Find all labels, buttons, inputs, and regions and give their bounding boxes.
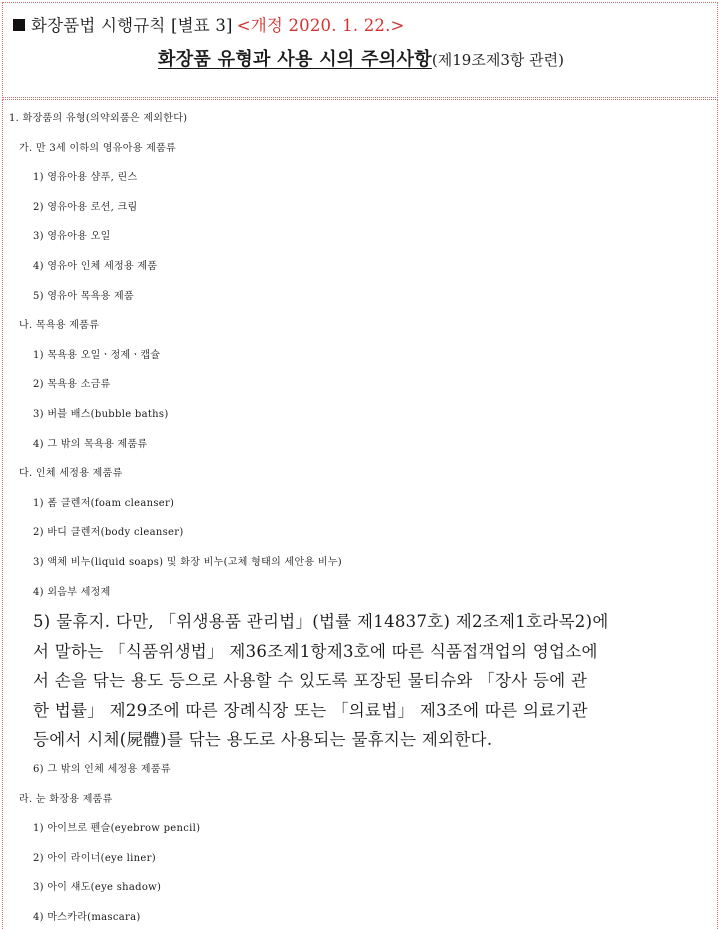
header-title-line bbox=[3, 45, 719, 71]
list-item: 5) 영유아 목욕용 제품 bbox=[33, 290, 134, 302]
wet-wipe-paragraph bbox=[3, 607, 715, 755]
list-item: 2) 아이 라이너(eye liner) bbox=[33, 852, 156, 864]
list-item: 3) 버블 배스(bubble baths) bbox=[33, 408, 169, 420]
black-square-icon bbox=[13, 19, 25, 31]
list-item: 4) 마스카라(mascara) bbox=[33, 912, 141, 924]
category-heading: 라. 눈 화장용 제품류 bbox=[19, 793, 113, 805]
category-heading: 다. 인체 세정용 제품류 bbox=[19, 468, 123, 480]
list-item: 1) 폼 클렌저(foam cleanser) bbox=[33, 497, 175, 509]
document-body bbox=[2, 99, 718, 929]
list-item: 1) 영유아용 샴푸, 린스 bbox=[33, 172, 138, 184]
document-header bbox=[2, 2, 718, 98]
list-item: 3) 아이 섀도(eye shadow) bbox=[33, 882, 162, 894]
list-item: 2) 목욕용 소금류 bbox=[33, 379, 111, 391]
law-reference: 화장품법 시행규칙 [별표 3] bbox=[31, 16, 233, 35]
header-reference-line bbox=[13, 12, 405, 36]
list-item: 1) 아이브로 펜슬(eyebrow pencil) bbox=[33, 823, 201, 835]
paragraph-line: 등에서 시체(屍體)를 닦는 용도로 사용되는 물휴지는 제외한다. bbox=[33, 730, 493, 750]
list-item: 2) 바디 클렌저(body cleanser) bbox=[33, 527, 184, 539]
list-item: 4) 그 밖의 목욕용 제품류 bbox=[33, 438, 148, 450]
revision-date: <개정 2020. 1. 22.> bbox=[236, 16, 405, 35]
paragraph-line: 한 법률」 제29조에 따른 장례식장 또는 「의료법」 제3조에 따른 의료기관 bbox=[33, 700, 588, 720]
category-heading: 가. 만 3세 이하의 영유아용 제품류 bbox=[19, 142, 177, 154]
list-item: 6) 그 밖의 인체 세정용 제품류 bbox=[33, 764, 171, 776]
list-item: 3) 액체 비누(liquid soaps) 및 화장 비누(고체 형태의 세안용 비누) bbox=[33, 556, 343, 568]
paragraph-line: 5) 물휴지. 다만, 「위생용품 관리법」(법률 제14837호) 제2조제1호라목2)에 bbox=[33, 612, 609, 632]
paragraph-line: 서 손을 닦는 용도 등으로 사용할 수 있도록 포장된 물티슈와 「장사 등에 관 bbox=[33, 671, 588, 691]
list-item: 1) 목욕용 오일ㆍ정제ㆍ캡슐 bbox=[33, 349, 161, 361]
document-title: 화장품 유형과 사용 시의 주의사항 bbox=[158, 49, 432, 70]
list-item: 4) 외음부 세정제 bbox=[33, 586, 111, 598]
category-heading: 나. 목욕용 제품류 bbox=[19, 320, 100, 332]
title-note: (제19조제3항 관련) bbox=[431, 51, 564, 69]
section-heading: 1. 화장품의 유형(의약외품은 제외한다) bbox=[9, 113, 188, 124]
list-item: 4) 영유아 인체 세정용 제품 bbox=[33, 260, 158, 272]
content-list bbox=[3, 104, 715, 929]
paragraph-line: 서 말하는 「식품위생법」 제36조제1항제3호에 따른 식품접객업의 영업소에 bbox=[33, 641, 598, 661]
list-item: 3) 영유아용 오일 bbox=[33, 231, 111, 243]
list-item: 2) 영유아용 로션, 크림 bbox=[33, 201, 138, 213]
